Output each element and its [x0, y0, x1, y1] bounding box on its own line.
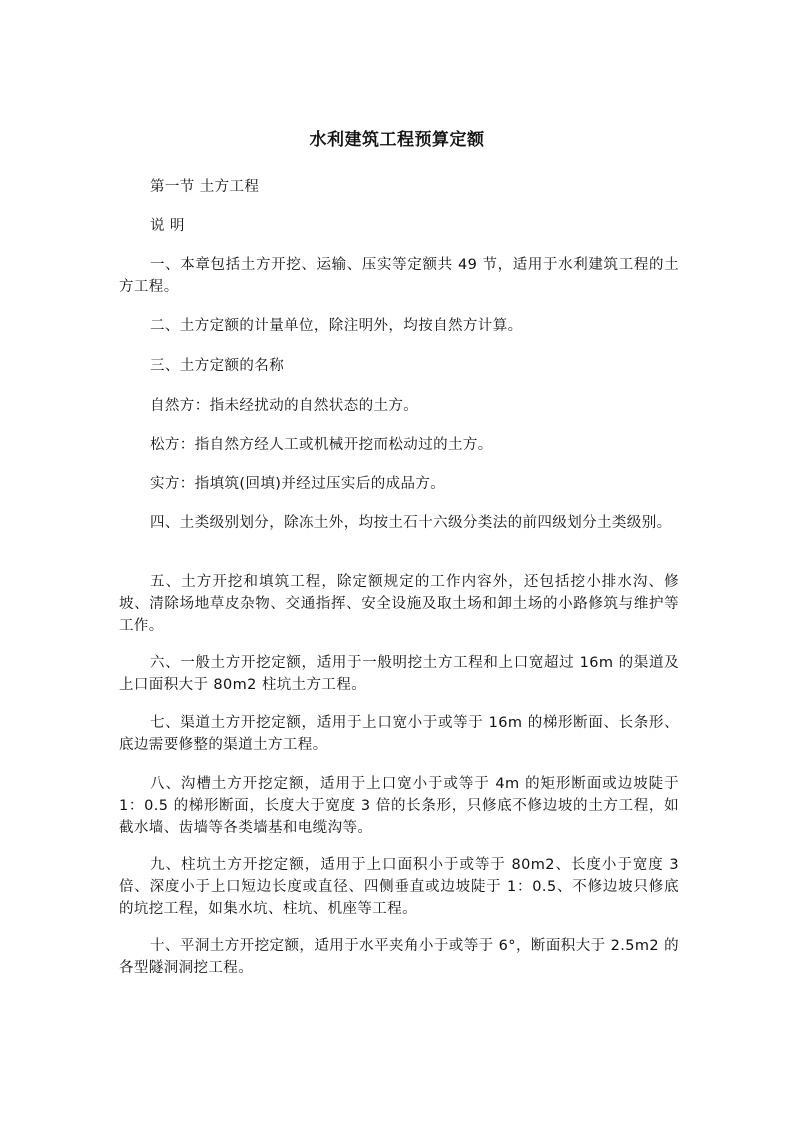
paragraph-6 — [119, 473, 679, 495]
section-heading — [119, 176, 679, 198]
paragraph-5 — [119, 434, 679, 456]
paragraph-text: 一、本章包括土方开挖、运输、压实等定额共 49 节，适用于水利建筑工程的土方工程。 — [119, 257, 679, 295]
paragraph-text: 六、一般土方开挖定额，适用于一般明挖土方工程和上口宽超过 16m 的渠道及上口面积大于 80m2 柱坑土方工程。 — [119, 655, 679, 693]
document-title: 水利建筑工程预算定额 — [309, 130, 485, 150]
paragraph-11 — [119, 773, 679, 839]
paragraph-text: 五、土方开挖和填筑工程，除定额规定的工作内容外，还包括挖小排水沟、修坡、清除场地草皮杂物、交通指挥、安全设施及取土场和卸土场的小路修筑与维护等工作。 — [119, 574, 679, 634]
paragraph-1 — [119, 254, 679, 298]
paragraph-2 — [119, 315, 679, 337]
paragraph-4 — [119, 395, 679, 417]
paragraph-10 — [119, 712, 679, 756]
paragraph-text: 十、平洞土方开挖定额，适用于水平夹角小于或等于 6°，断面积大于 2.5m2 的各型隧洞洞挖工程。 — [119, 938, 679, 976]
section-heading-text: 第一节 土方工程 — [150, 179, 260, 195]
paragraph-9 — [119, 652, 679, 696]
paragraph-text: 二、土方定额的计量单位，除注明外，均按自然方计算。 — [150, 318, 523, 334]
paragraph-text: 七、渠道土方开挖定额，适用于上口宽小于或等于 16m 的梯形断面、长条形、底边需要修整的渠道土方工程。 — [119, 715, 679, 753]
paragraph-text: 八、沟槽土方开挖定额，适用于上口宽小于或等于 4m 的矩形断面或边坡陡于 1：0.5 的梯形断面，长度大于宽度 3 倍的长条形，只修底不修边坡的土方工程，如截水墙、齿墙等各类墙基和电缆沟等。 — [119, 776, 679, 836]
paragraph-13 — [119, 935, 679, 979]
paragraph-text: 四、土类级别划分，除冻土外，均按土石十六级分类法的前四级划分土类级别。 — [150, 515, 672, 531]
paragraph-text: 九、柱坑土方开挖定额，适用于上口面积小于或等于 80m2、长度小于宽度 3 倍、深度小于上口短边长度或直径、四侧垂直或边坡陡于 1：0.5、不修边坡只修底的坑挖工程，如集水坑、柱坑、机座等工程。 — [119, 857, 679, 917]
paragraph-12 — [119, 854, 679, 920]
paragraph-text: 松方：指自然方经人工或机械开挖而松动过的土方。 — [150, 437, 493, 453]
explanation-heading-text: 说 明 — [150, 218, 185, 234]
paragraph-text: 自然方：指未经扰动的自然状态的土方。 — [150, 398, 419, 414]
paragraph-text: 实方：指填筑(回填)并经过压实后的成品方。 — [150, 476, 446, 492]
paragraph-text: 三、土方定额的名称 — [150, 358, 285, 374]
paragraph-8 — [119, 571, 679, 637]
paragraph-7 — [119, 512, 679, 534]
explanation-heading — [119, 215, 679, 237]
paragraph-3 — [119, 355, 679, 377]
